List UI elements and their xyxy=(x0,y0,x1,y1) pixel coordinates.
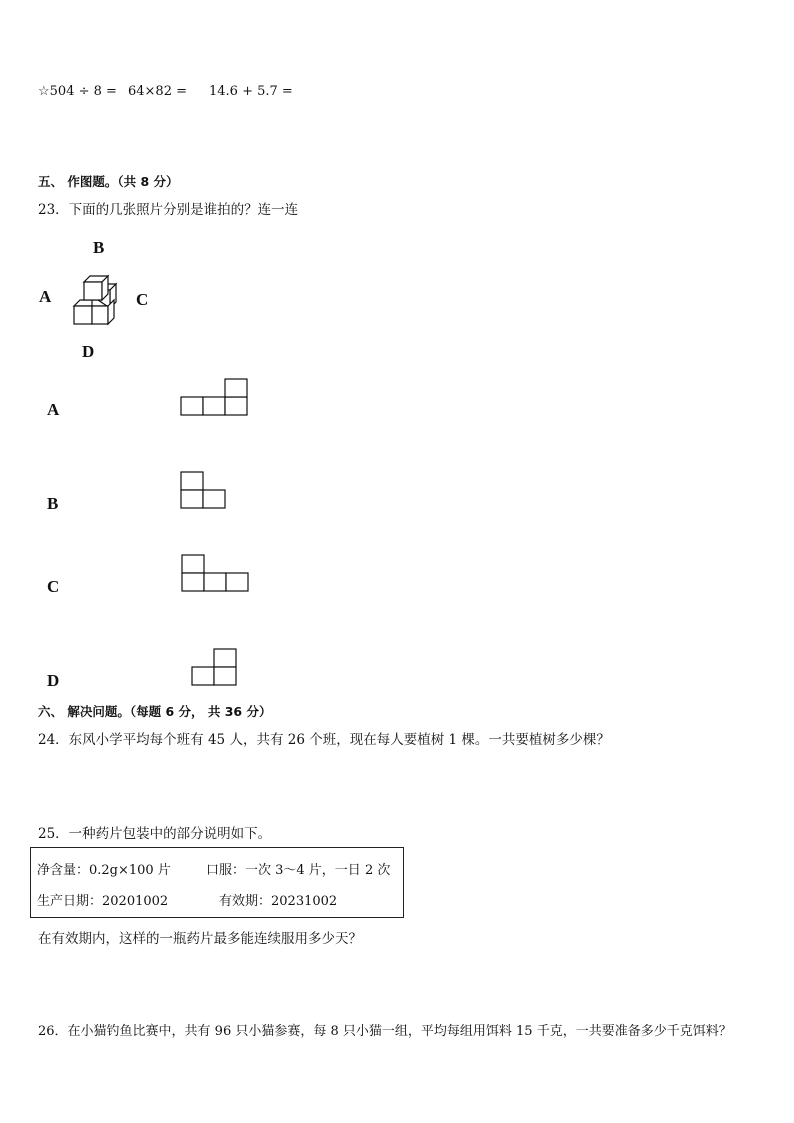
question-25-ask: 在有效期内，这样的一瓶药片最多能连续服用多少天？ xyxy=(38,931,362,947)
label-dosage: 口服：一次 3～4 片，一日 2 次 xyxy=(206,863,391,878)
view-shape-b xyxy=(180,472,228,510)
section-5-title: 五、 作图题。（共 8 分） xyxy=(38,174,179,189)
question-24: 24．东风小学平均每个班有 45 人，共有 26 个班，现在每人要植树 1 棵。一共要植树多少棵？ xyxy=(38,732,610,748)
label-production-date: 生产日期：20201002 xyxy=(37,894,169,909)
view-shape-a xyxy=(180,379,250,417)
view-shape-c xyxy=(181,555,251,593)
viewpoint-label-bottom: D xyxy=(82,342,95,361)
option-label-a: A xyxy=(47,400,60,419)
question-23: 23．下面的几张照片分别是谁拍的？连一连 xyxy=(38,202,299,218)
cube-stack-figure xyxy=(70,272,120,327)
question-26: 26．在小猫钓鱼比赛中，共有 96 只小猫参赛，每 8 只小猫一组，平均每组用饵料 15 千克，一共要准备多少千克饵料？ xyxy=(38,1024,732,1039)
calc-expression-3: 14.6 + 5.7 = xyxy=(209,84,293,99)
question-25: 25．一种药片包装中的部分说明如下。 xyxy=(38,826,272,842)
medicine-label-box xyxy=(30,847,404,918)
section-6-title: 六、 解决问题。（每题 6 分， 共 36 分） xyxy=(38,704,272,719)
label-expiry-date: 有效期：20231002 xyxy=(219,894,338,909)
view-shape-d xyxy=(191,649,239,687)
viewpoint-label-top: B xyxy=(93,238,105,257)
viewpoint-label-right: C xyxy=(136,290,149,309)
option-label-c: C xyxy=(47,577,60,596)
option-label-d: D xyxy=(47,671,60,690)
calc-expression-1: ☆504 ÷ 8 = xyxy=(38,84,117,99)
calc-expression-2: 64×82 = xyxy=(128,84,188,99)
option-label-b: B xyxy=(47,494,59,513)
label-net-content: 净含量：0.2g×100 片 xyxy=(37,863,171,878)
viewpoint-label-left: A xyxy=(39,287,52,306)
